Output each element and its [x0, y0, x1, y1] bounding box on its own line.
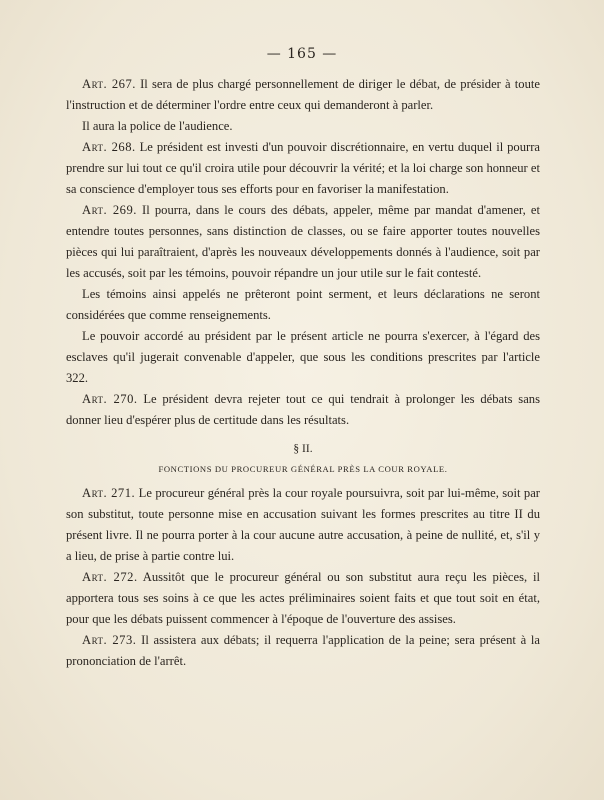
article-number: Art. 267.	[82, 77, 136, 91]
article-271	[66, 483, 540, 567]
article-268	[66, 137, 540, 200]
article-text: Le procureur général près la cour royale poursuivra, soit par lui-même, soit par son substitut, toute personne mise en accusation suivant les formes prescrites au titre II du présent livre. Il ne pourra porter à la cour aucune autre accusation, à peine de nullité, et, s'il y a lieu, de prise à partie contre lui.	[66, 486, 540, 563]
paragraph	[66, 326, 540, 389]
paragraph-text: Les témoins ainsi appelés ne prêteront point serment, et leurs déclarations ne seront considérées que comme renseignements.	[66, 287, 540, 322]
article-number: Art. 273.	[82, 633, 137, 647]
article-text: Le président est investi d'un pouvoir discrétionnaire, en vertu duquel il pourra prendre sur lui tout ce qu'il croira utile pour découvrir la vérité; et la loi charge son honneur et sa conscience d'employer tous ses efforts pour en favoriser la manifestation.	[66, 140, 540, 196]
article-269	[66, 200, 540, 284]
paragraph	[66, 284, 540, 326]
article-272	[66, 567, 540, 630]
article-text: Il sera de plus chargé personnellement de diriger le débat, de présider à toute l'instruction et de déterminer l'ordre entre ceux qui demanderont à parler.	[66, 77, 540, 112]
article-text: Aussitôt que le procureur général ou son substitut aura reçu les pièces, il apportera tous ses soins à ce que les actes préliminaires soient faits et que tout soit en état, pour que les débats puissent commencer à l'époque de l'ouverture des assises.	[66, 570, 540, 626]
article-270	[66, 389, 540, 431]
article-number: Art. 269.	[82, 203, 137, 217]
article-273	[66, 630, 540, 672]
article-number: Art. 272.	[82, 570, 138, 584]
section-number: § II.	[293, 443, 313, 455]
paragraph-text: Il aura la police de l'audience.	[82, 119, 233, 133]
paragraph-text: Le pouvoir accordé au président par le présent article ne pourra s'exercer, à l'égard des esclaves qu'il jugerait convenable d'appeler, que sous les conditions prescrites par l'article 322.	[66, 329, 540, 385]
article-text: Il pourra, dans le cours des débats, appeler, même par mandat d'amener, et entendre toutes personnes, sans distinction de classes, ou se faire apporter toutes nouvelles pièces qui lui paraîtraient, d'après les nouveaux développements donnés à l'audience, soit par les accusés, soit par les témoins, pouvoir répandre un jour utile sur le fait contesté.	[66, 203, 540, 280]
section-title: FONCTIONS DU PROCUREUR GÉNÉRAL PRÈS LA COUR ROYALE.	[158, 464, 448, 474]
article-text: Le président devra rejeter tout ce qui tendrait à prolonger les débats sans donner lieu d'espérer plus de certitude dans les résultats.	[66, 392, 540, 427]
page-body	[66, 74, 540, 672]
paragraph	[66, 116, 540, 137]
page-header: — 165 —	[266, 46, 338, 62]
article-267	[66, 74, 540, 116]
article-number: Art. 271.	[82, 486, 136, 500]
article-number: Art. 270.	[82, 392, 138, 406]
article-number: Art. 268.	[82, 140, 136, 154]
article-text: Il assistera aux débats; il requerra l'application de la peine; sera présent à la prononciation de l'arrêt.	[66, 633, 540, 668]
